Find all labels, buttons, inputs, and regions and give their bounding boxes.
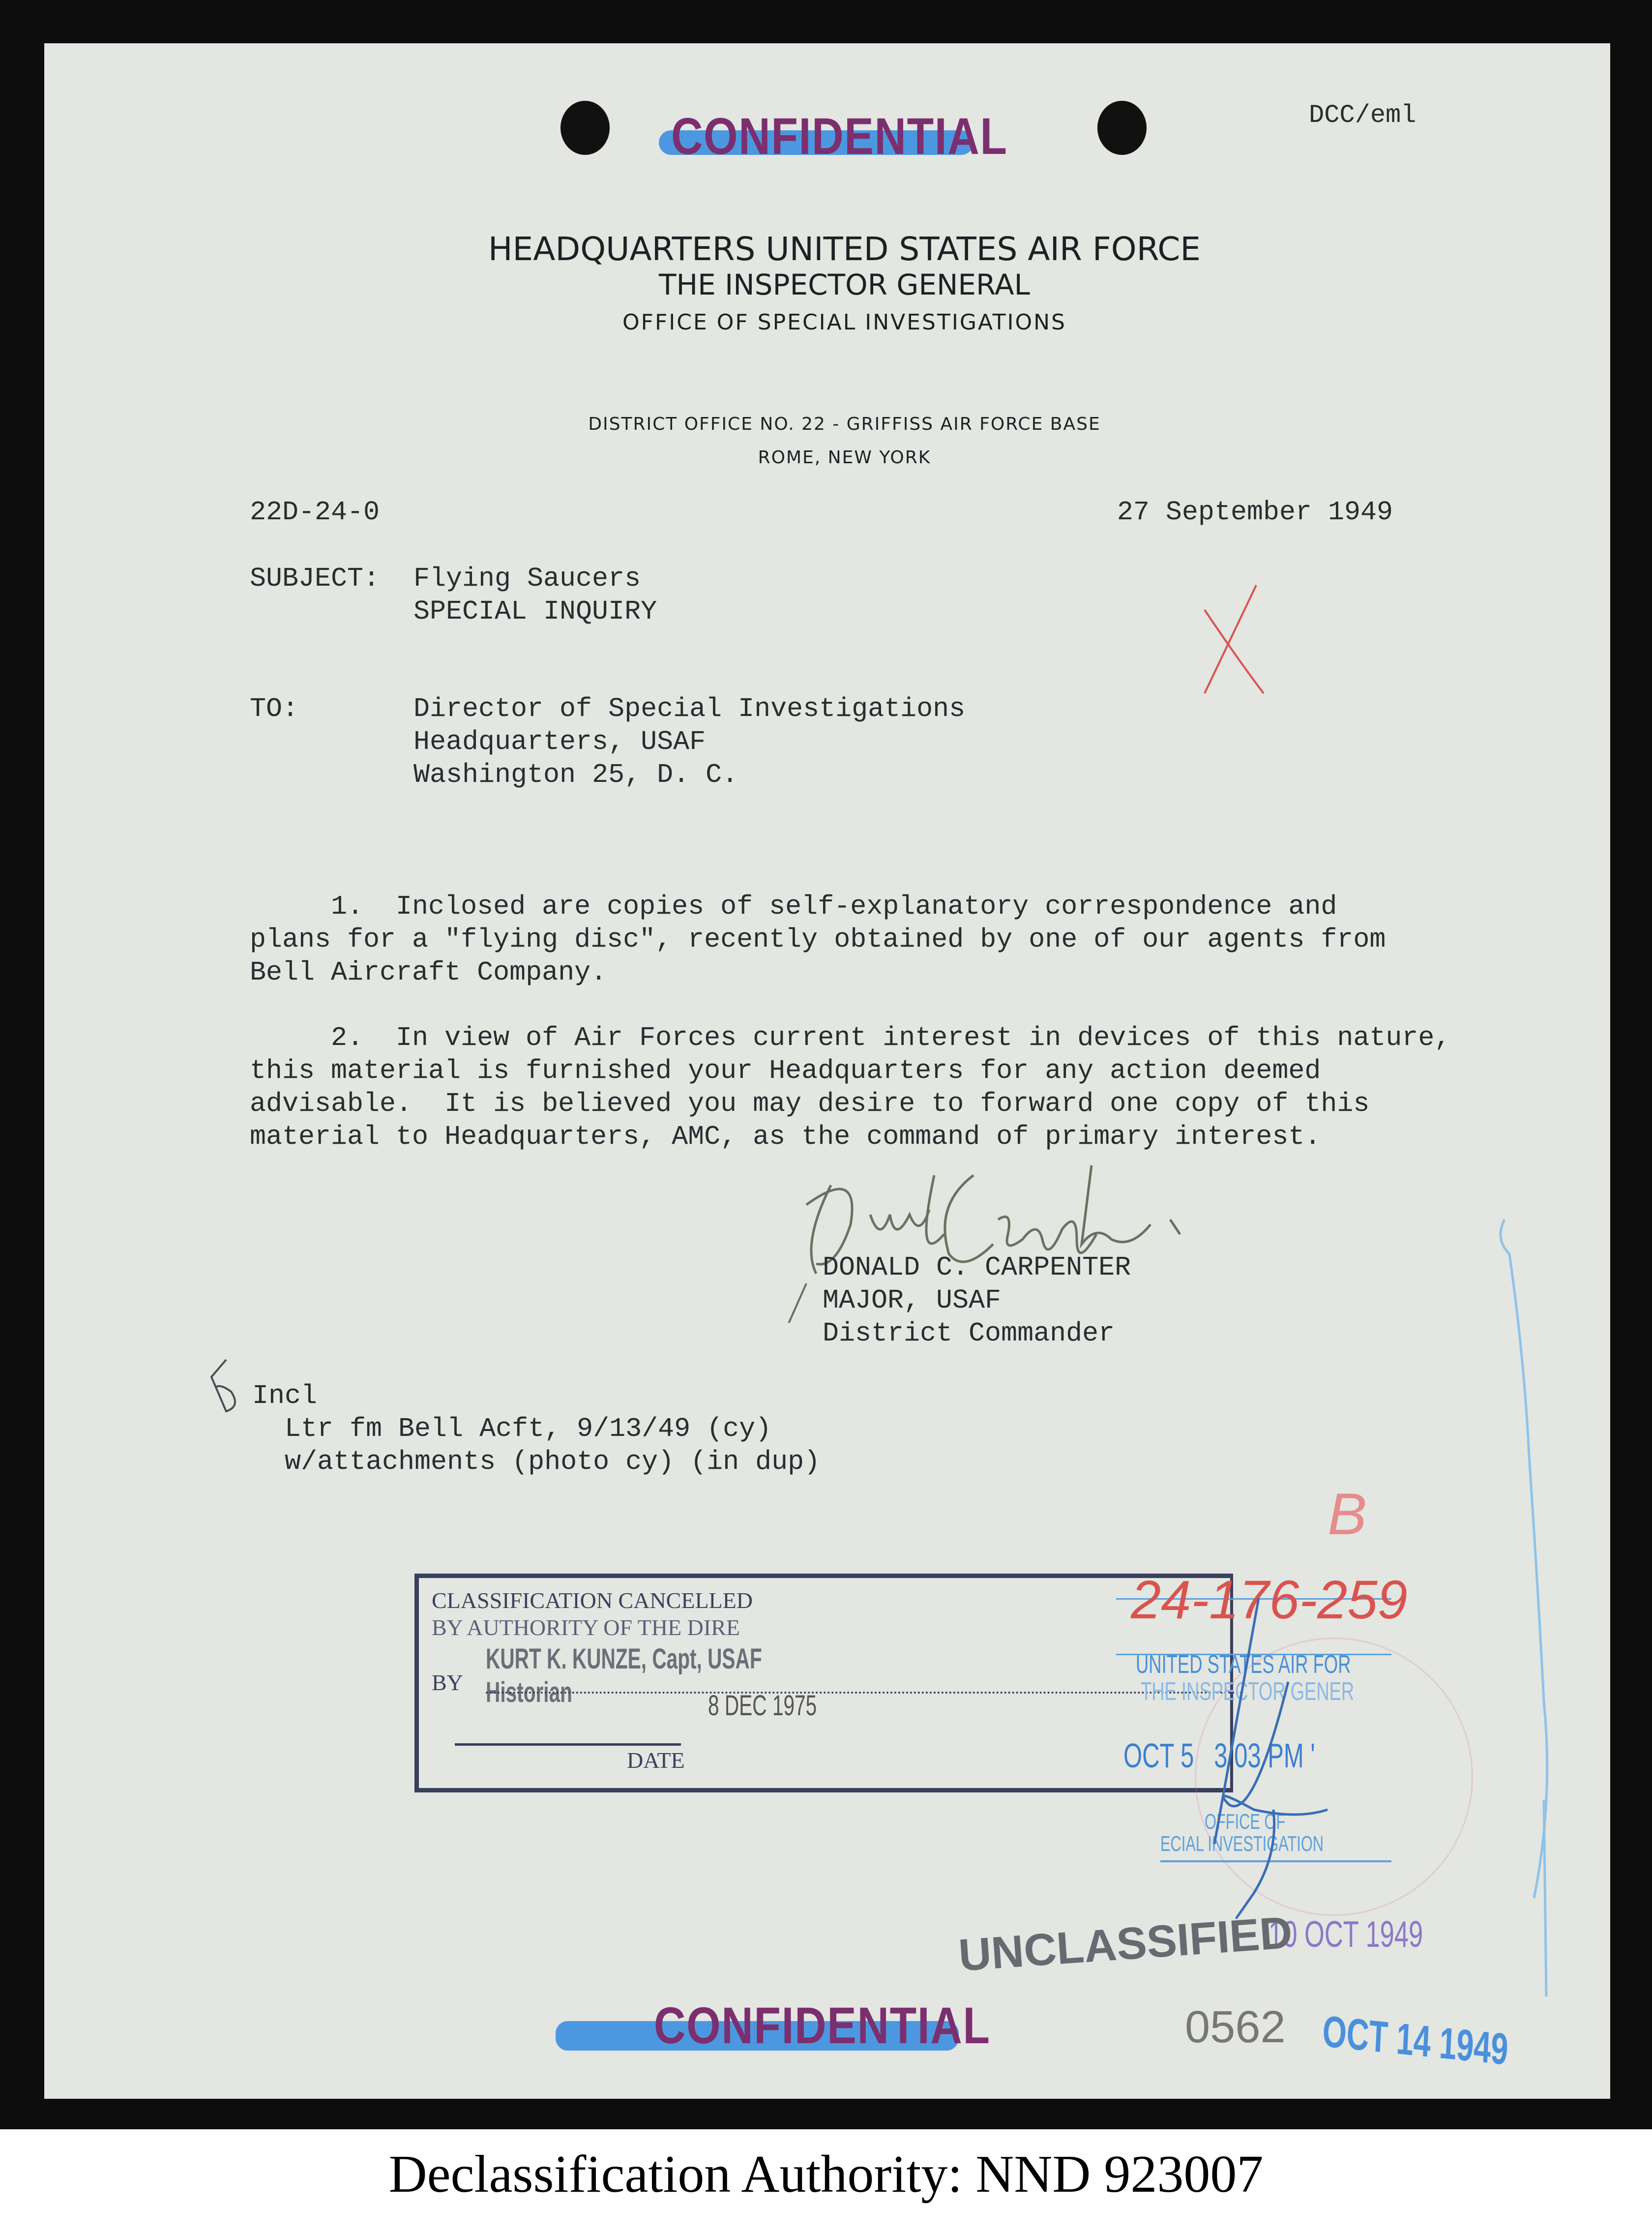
punch-hole [560,101,610,155]
received-stamp-line4: ECIAL INVESTIGATION [1160,1832,1324,1856]
to-line: Director of Special Investigations [413,693,966,724]
unclassified-stamp: UNCLASSIFIED [957,1907,1294,1981]
signer-title: District Commander [823,1318,1115,1349]
paragraph-2-line: 2. In view of Air Forces current interest in devices of this nature, [250,1022,1451,1053]
file-number: 22D-24-0 [250,497,380,528]
declass-date-value: 8 DEC 1975 [708,1690,817,1722]
inclosure-line: w/attachments (photo cy) (in dup) [252,1446,821,1477]
classification-top: CONFIDENTIAL [671,108,1008,165]
declass-by-label: BY [432,1670,463,1695]
paragraph-2-line: this material is furnished your Headquarters for any action deemed [250,1055,1321,1086]
inclosure-line: Ltr fm Bell Acft, 9/13/49 (cy) [252,1413,772,1444]
letterhead-district: DISTRICT OFFICE NO. 22 - GRIFFISS AIR FORCE BASE [588,414,1101,434]
received-stamp-line1: UNITED STATES AIR FOR [1136,1650,1351,1679]
declass-line1: CLASSIFICATION CANCELLED [432,1588,753,1613]
paragraph-2-line: advisable. It is believed you may desire to forward one copy of this [250,1088,1370,1119]
punch-hole [1097,101,1147,155]
paragraph-1-line: plans for a "flying disc", recently obtained by one of our agents from [250,924,1386,955]
handwritten-check-mark [206,1357,246,1416]
blue-pencil-annotation [1485,1210,1583,1997]
inclosure-label: Incl [252,1380,318,1411]
paragraph-1-line: Bell Aircraft Company. [250,957,607,988]
received-stamp-line2: THE INSPECTOR GENER [1141,1677,1355,1706]
subject-line: Flying Saucers [413,563,641,594]
paragraph-1-line: 1. Inclosed are copies of self-explanatory correspondence and [250,891,1337,922]
subject-line: SPECIAL INQUIRY [413,596,657,627]
to-line: Washington 25, D. C. [413,759,738,790]
declass-signature-line [486,1692,1243,1694]
red-pencil-x-mark [1195,580,1268,703]
letterhead-line1: HEADQUARTERS UNITED STATES AIR FORCE [488,230,1201,268]
letterhead-line3: OFFICE OF SPECIAL INVESTIGATIONS [622,310,1066,335]
signer-rank: MAJOR, USAF [823,1285,1002,1316]
declass-date-line [455,1743,681,1746]
declass-line2: BY AUTHORITY OF THE DIRE [432,1615,740,1640]
signer-name: DONALD C. CARPENTER [823,1252,1131,1283]
to-label: TO: [250,693,299,724]
handwritten-file-number: 24-176-259 [1131,1570,1408,1630]
declass-date-label: DATE [627,1748,685,1773]
declassification-caption: Declassification Authority: NND 923007 [388,2145,1264,2204]
handwritten-letter-b: B [1328,1481,1367,1547]
declass-authority-title: Historian [486,1676,572,1708]
reference-initials: DCC/eml [1309,101,1416,130]
subject-label: SUBJECT: [250,563,380,594]
letterhead-location: ROME, NEW YORK [758,447,931,468]
received-stamp-line3: OFFICE OF [1205,1810,1286,1834]
to-line: Headquarters, USAF [413,726,706,757]
classification-bottom: CONFIDENTIAL [654,1997,991,2055]
document-date: 27 September 1949 [1117,497,1393,528]
letterhead-line2: THE INSPECTOR GENERAL [659,268,1030,301]
serial-number: 0562 [1185,2002,1286,2052]
received-stamp-time: OCT 5 3 03 PM ' [1123,1736,1315,1775]
paragraph-2-line: material to Headquarters, AMC, as the command of primary interest. [250,1121,1321,1152]
date-stamp: OCT 14 1949 [1321,2007,1509,2075]
received-date: 10 OCT 1949 [1268,1913,1423,1955]
declass-authority-name: KURT K. KUNZE, Capt, USAF [486,1643,762,1675]
